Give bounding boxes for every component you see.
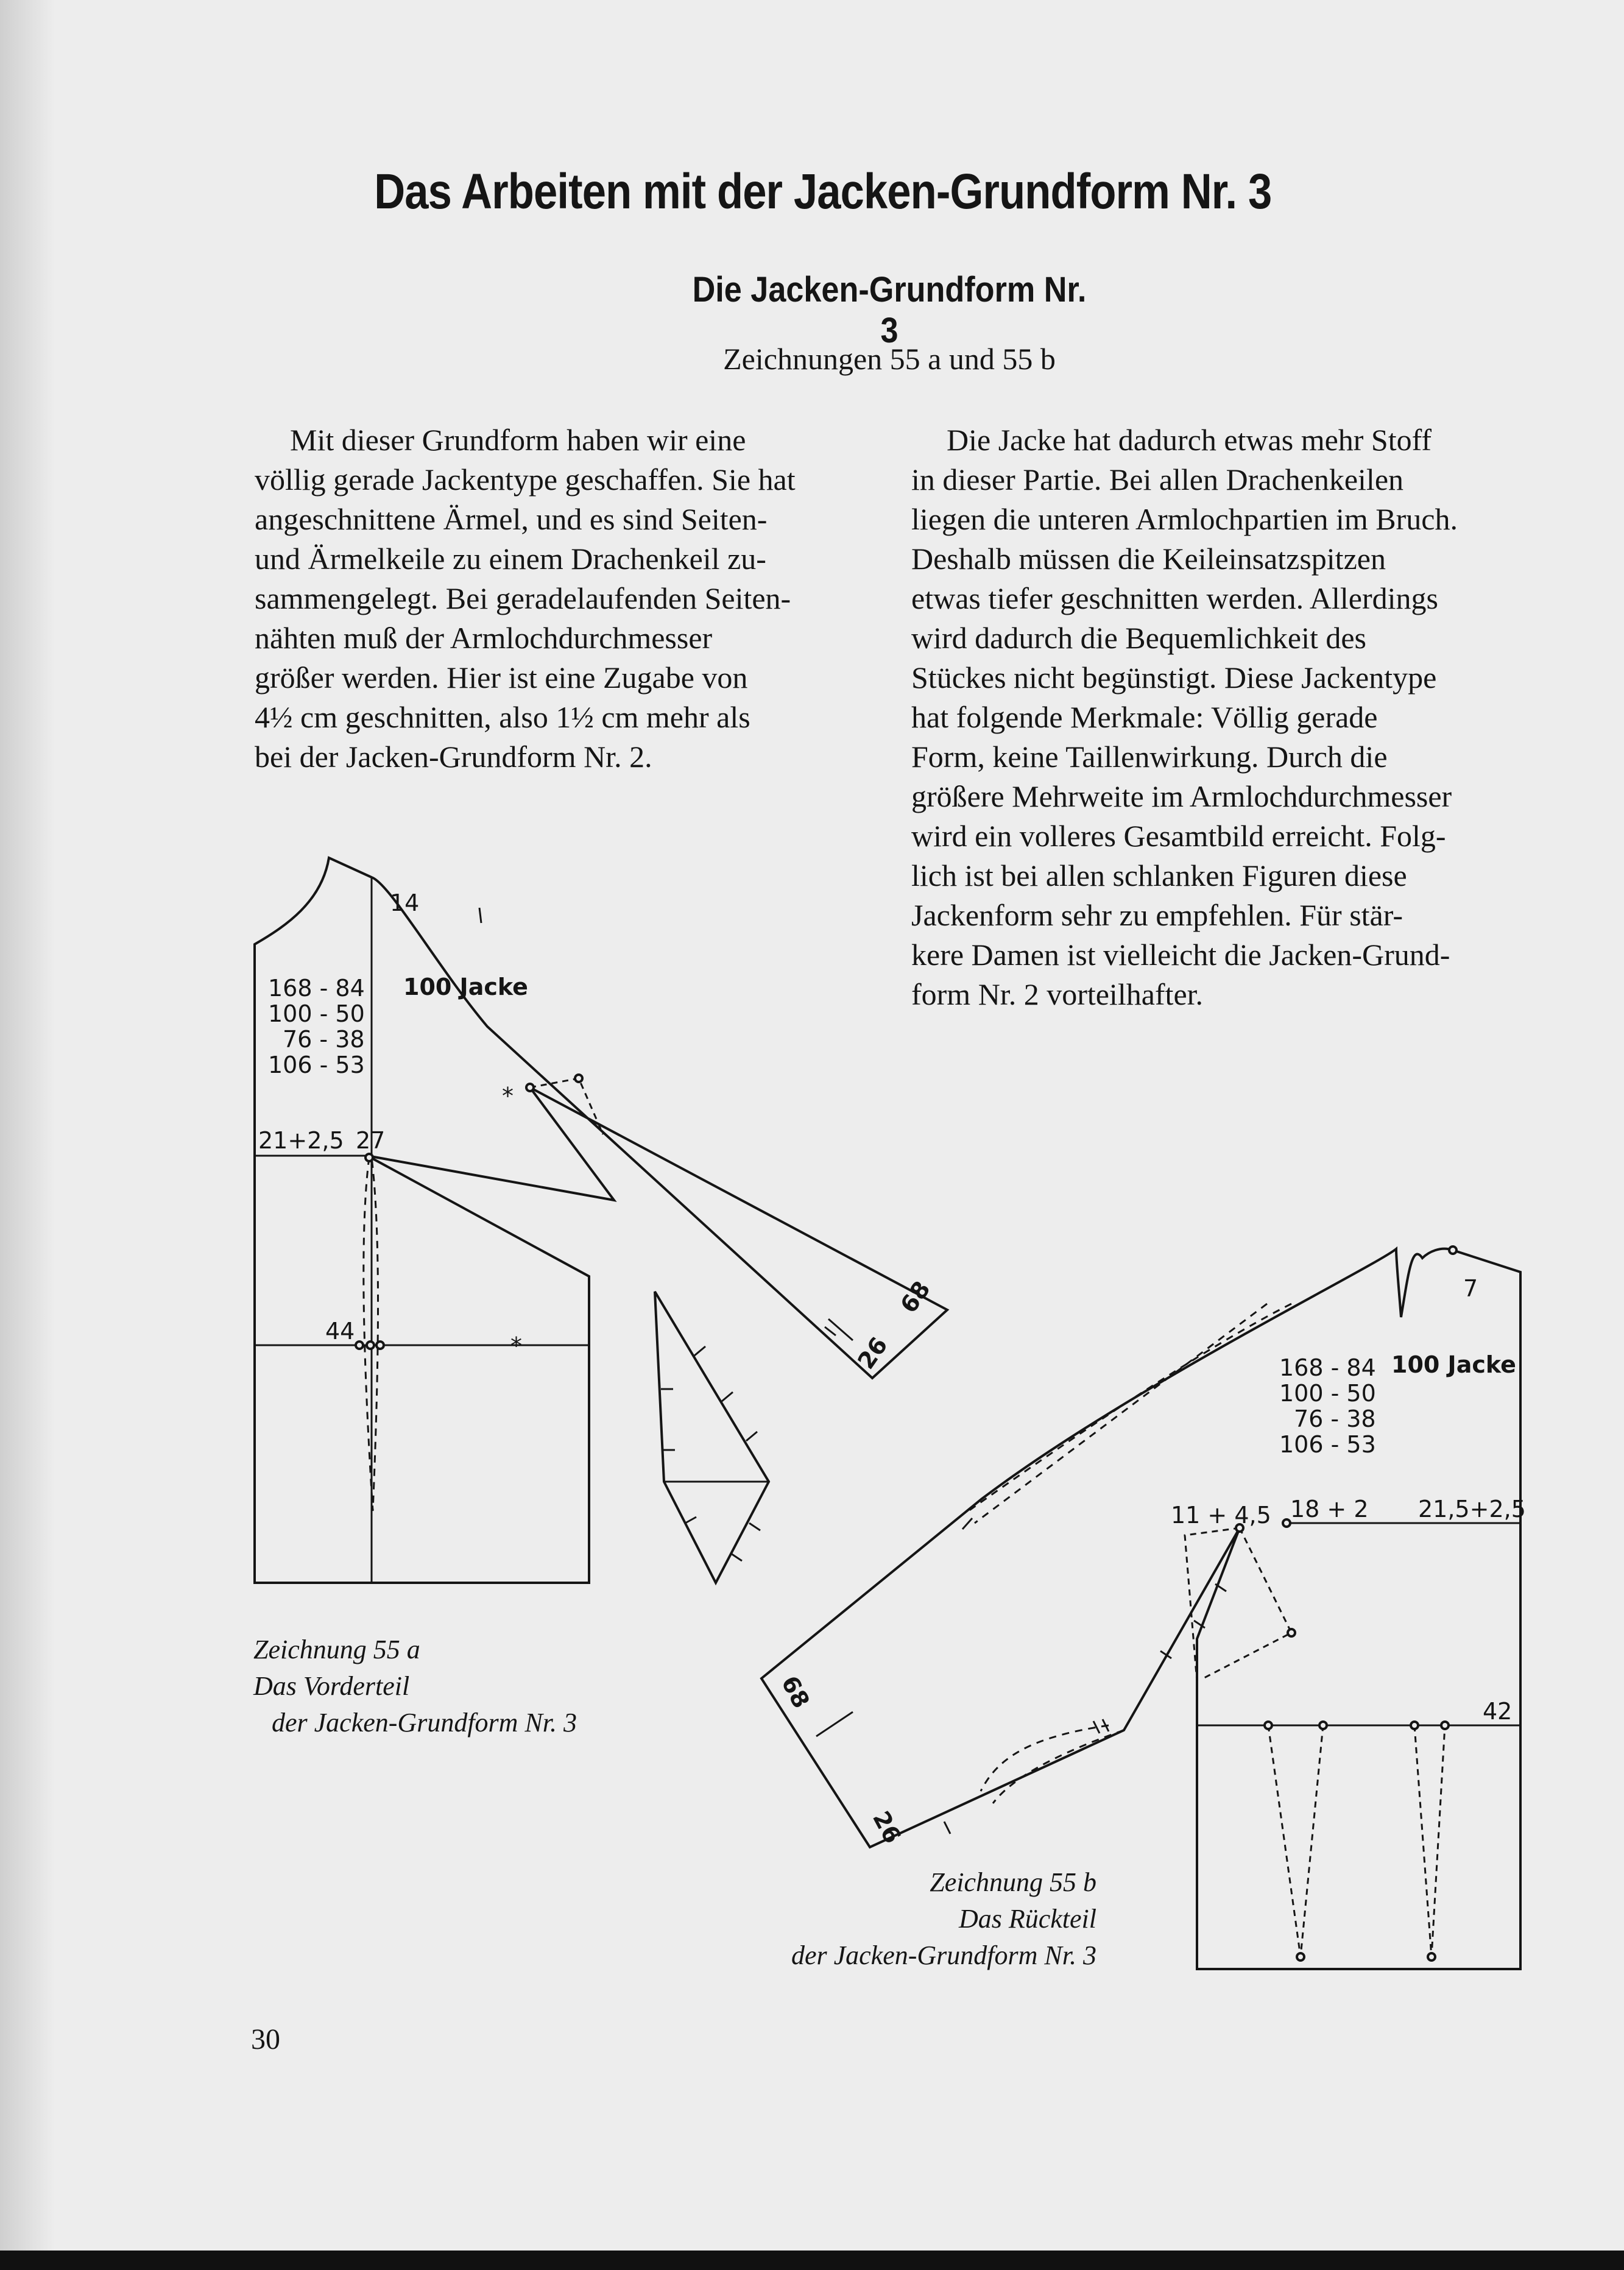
mark-point (1283, 1519, 1290, 1527)
shoulder-tick (479, 908, 481, 923)
text-line: bei der Jacken-Grundform Nr. 2. (255, 740, 652, 774)
page-number: 30 (251, 2023, 280, 2056)
kite-tick (694, 1346, 705, 1356)
scan-edge (0, 2251, 1624, 2270)
kite-tick (685, 1517, 696, 1523)
size-label: 100 - 50 (268, 1000, 365, 1027)
text-line: Deshalb müssen die Keileinsatzspitzen (911, 542, 1386, 576)
size-label: 76 - 38 (283, 1026, 365, 1053)
sleeve-mark (828, 1319, 853, 1340)
caption-55a (253, 1632, 680, 1741)
kite-gusset-drawing (655, 1292, 769, 1583)
caption-55b (694, 1864, 1096, 1974)
mark-point (1297, 1953, 1304, 1961)
text-line: Form, keine Taillenwirkung. Durch die (911, 740, 1388, 774)
measure-label: 68 (895, 1276, 936, 1318)
kite-tick (746, 1432, 757, 1441)
mark-point (1411, 1722, 1418, 1729)
size-label: 100 - 50 (1279, 1380, 1376, 1407)
measure-label: 18 + 2 (1290, 1496, 1369, 1522)
text-line: hat folgende Merkmale: Völlig gerade (911, 700, 1378, 734)
text-line: Jackenform sehr zu empfehlen. Für stär- (911, 898, 1403, 932)
size-label: 168 - 84 (1279, 1354, 1376, 1381)
measure-label: 11 + 4,5 (1171, 1502, 1271, 1529)
text-line: größere Mehrweite im Armlochdurchmesser (911, 779, 1452, 813)
mark-point (1319, 1722, 1327, 1729)
back-dart-dashed (1268, 1725, 1323, 1957)
caption-line: Zeichnung 55 a (253, 1635, 420, 1664)
section-subtitle: Die Jacken-Grundform Nr. 3 (692, 270, 1087, 350)
caption-line: Das Vorderteil (253, 1671, 410, 1701)
text-line: nähten muß der Armlochdurchmesser (255, 621, 713, 655)
text-line: kere Damen ist vielleicht die Jacken-Grund- (911, 938, 1450, 972)
caption-line: Zeichnung 55 b (930, 1867, 1096, 1897)
text-line: etwas tiefer geschnitten werden. Allerdings (911, 581, 1438, 615)
front-piece-drawing (255, 858, 947, 1583)
underarm-dashed (993, 1730, 1124, 1803)
measure-label: 26 (852, 1332, 893, 1374)
measure-label: 27 (356, 1127, 386, 1154)
mark-point (365, 1154, 373, 1161)
text-line: in dieser Partie. Bei allen Drachenkeilen (911, 462, 1404, 497)
caption-line: Das Rückteil (958, 1904, 1096, 1934)
mark-point (376, 1342, 384, 1349)
measure-label: 68 (776, 1671, 815, 1713)
measure-label: 44 (325, 1318, 355, 1345)
text-line: wird dadurch die Bequemlichkeit des (911, 621, 1366, 655)
size-label: 76 - 38 (1294, 1405, 1376, 1432)
mark-point (367, 1342, 374, 1349)
text-line: Die Jacke hat dadurch etwas mehr Stoff (947, 423, 1432, 457)
size-label: 106 - 53 (268, 1052, 365, 1078)
sleeve-mark (816, 1712, 853, 1736)
measure-label: 21+2,5 (258, 1127, 344, 1154)
mark-point (1449, 1246, 1456, 1254)
text-line: völlig gerade Jackentype geschaffen. Sie hat (255, 462, 796, 497)
mark-point (1265, 1722, 1272, 1729)
text-line: größer werden. Hier ist eine Zugabe von (255, 660, 748, 695)
kite-tick (731, 1554, 742, 1561)
caption-line: der Jacken-Grundform Nr. 3 (791, 1940, 1096, 1970)
kite-tick (749, 1523, 760, 1530)
mark-point (356, 1342, 363, 1349)
asterisk-mark: * (502, 1083, 514, 1109)
mark-point (1441, 1722, 1449, 1729)
mark-point (526, 1084, 534, 1091)
mark-point (575, 1075, 582, 1082)
text-line: wird ein volleres Gesamtbild erreicht. Folg- (911, 819, 1446, 853)
text-line: form Nr. 2 vorteilhafter. (911, 977, 1204, 1011)
drawings-reference: Zeichnungen 55 a und 55 b (723, 342, 1056, 376)
size-label: 106 - 53 (1279, 1431, 1376, 1458)
text-line: liegen die unteren Armlochpartien im Bruch. (911, 502, 1458, 536)
measure-label: 21,5+2,5 (1418, 1496, 1526, 1522)
size-title-label: 100 Jacke (403, 974, 528, 1000)
sleeve-tick (944, 1822, 950, 1834)
wedge-dashed (1203, 1528, 1291, 1678)
sleeve-tick (825, 1327, 836, 1335)
measure-label: 26 (867, 1806, 906, 1848)
text-line: Mit dieser Grundform haben wir eine (290, 423, 746, 457)
mark-point (1428, 1953, 1435, 1961)
underarm-dashed (981, 1725, 1109, 1791)
measure-label: 7 (1463, 1275, 1478, 1302)
mark-point (1288, 1629, 1295, 1636)
text-line: sammengelegt. Bei geradelaufenden Seiten- (255, 581, 791, 615)
asterisk-mark: * (510, 1332, 522, 1359)
page-title: Das Arbeiten mit der Jacken-Grundform Nr. 3 (374, 164, 1272, 219)
front-piece-outline (255, 858, 947, 1583)
text-line: 4½ cm geschnitten, also 1½ cm mehr als (255, 700, 750, 734)
text-line: Stückes nicht begünstigt. Diese Jackentype (911, 660, 1437, 695)
size-label: 168 - 84 (268, 975, 365, 1002)
back-dart-dashed (1414, 1725, 1445, 1957)
kite-tick (722, 1392, 733, 1401)
sleeve-tick (962, 1518, 972, 1529)
size-title-label: 100 Jacke (1391, 1351, 1516, 1378)
caption-line: der Jacken-Grundform Nr. 3 (272, 1708, 577, 1738)
text-line: angeschnittene Ärmel, und es sind Seiten- (255, 502, 768, 536)
text-line: und Ärmelkeile zu einem Drachenkeil zu- (255, 542, 766, 576)
measure-label: 14 (390, 889, 420, 916)
shoulder-dashed (975, 1304, 1267, 1523)
measure-label: 42 (1483, 1698, 1513, 1725)
text-line: lich ist bei allen schlanken Figuren diese (911, 858, 1407, 893)
